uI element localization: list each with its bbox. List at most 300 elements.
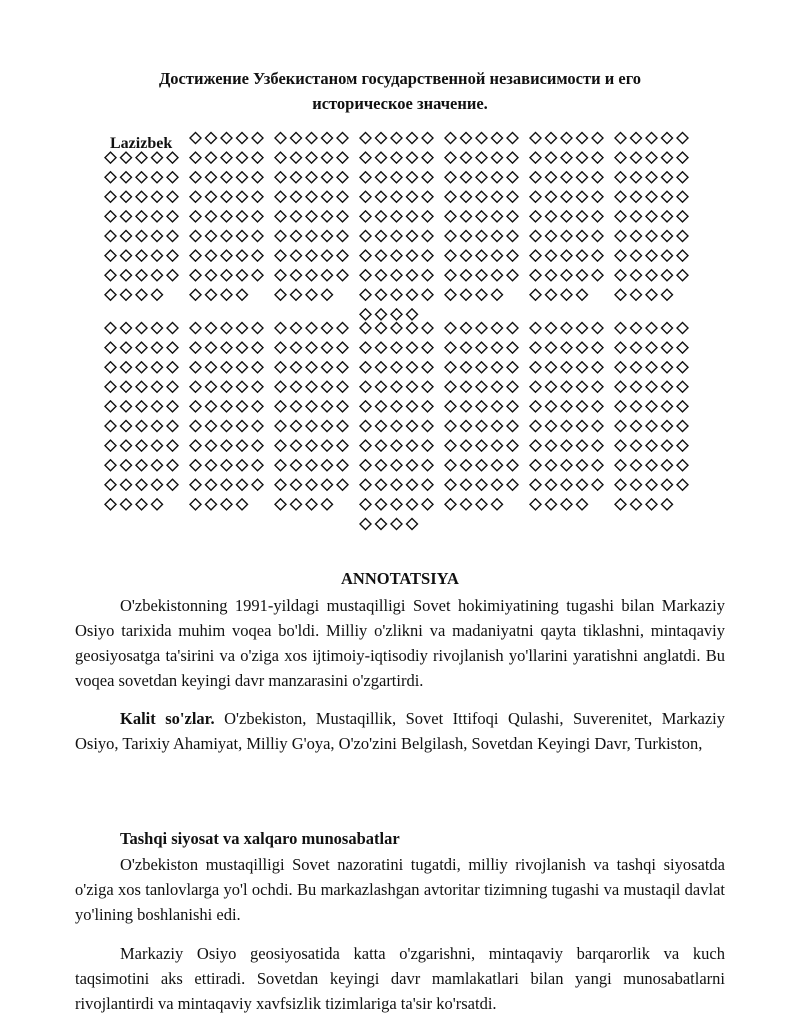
missing-glyph-icon	[190, 401, 201, 412]
missing-glyph-icon	[252, 172, 263, 183]
missing-glyph-icon	[167, 172, 178, 183]
missing-glyph-icon	[167, 231, 178, 242]
missing-glyph-icon	[190, 270, 201, 281]
missing-glyph-icon	[291, 191, 302, 202]
missing-glyph-icon	[492, 133, 503, 144]
missing-glyph-icon	[476, 342, 487, 353]
missing-glyph-icon	[306, 342, 317, 353]
missing-glyph-icon	[561, 323, 572, 334]
missing-glyph-icon	[391, 270, 402, 281]
missing-glyph-icon	[577, 270, 588, 281]
missing-glyph-icon	[275, 231, 286, 242]
missing-glyph-icon	[476, 191, 487, 202]
missing-glyph-icon	[677, 250, 688, 261]
missing-glyph-icon	[322, 211, 333, 222]
missing-glyph-icon	[662, 323, 673, 334]
missing-glyph-icon	[662, 191, 673, 202]
missing-glyph-icon	[121, 499, 132, 510]
missing-glyph-icon	[337, 362, 348, 373]
missing-glyph-icon	[376, 421, 387, 432]
missing-glyph-icon	[337, 152, 348, 163]
missing-glyph-icon	[492, 421, 503, 432]
missing-glyph-icon	[291, 342, 302, 353]
missing-glyph-icon	[252, 440, 263, 451]
missing-glyph-icon	[152, 460, 163, 471]
missing-glyph-icon	[360, 323, 371, 334]
missing-glyph-icon	[291, 479, 302, 490]
missing-glyph-icon	[152, 231, 163, 242]
missing-glyph-icon	[291, 250, 302, 261]
missing-glyph-icon	[577, 362, 588, 373]
missing-glyph-icon	[422, 289, 433, 300]
missing-glyph-icon	[237, 270, 248, 281]
missing-glyph-icon	[322, 172, 333, 183]
missing-glyph-icon	[530, 231, 541, 242]
missing-glyph-icon	[615, 342, 626, 353]
missing-glyph-icon	[391, 479, 402, 490]
missing-glyph-icon	[360, 133, 371, 144]
missing-glyph-icon	[615, 270, 626, 281]
missing-glyph-icon	[136, 479, 147, 490]
missing-glyph-icon	[337, 172, 348, 183]
missing-glyph-icon	[546, 152, 557, 163]
missing-glyph-icon	[577, 191, 588, 202]
missing-glyph-icon	[407, 231, 418, 242]
missing-glyph-icon	[546, 270, 557, 281]
missing-glyph-icon	[306, 250, 317, 261]
missing-glyph-icon	[291, 421, 302, 432]
missing-glyph-icon	[492, 362, 503, 373]
missing-glyph-icon	[221, 289, 232, 300]
missing-glyph-icon	[221, 342, 232, 353]
missing-glyph-icon	[407, 191, 418, 202]
missing-glyph-icon	[121, 401, 132, 412]
missing-glyph-icon	[546, 231, 557, 242]
missing-glyph-icon	[252, 323, 263, 334]
missing-glyph-icon	[152, 270, 163, 281]
missing-glyph-icon	[190, 172, 201, 183]
missing-glyph-icon	[190, 421, 201, 432]
missing-glyph-icon	[546, 172, 557, 183]
missing-glyph-icon	[461, 289, 472, 300]
missing-glyph-icon	[577, 421, 588, 432]
missing-glyph-icon	[407, 460, 418, 471]
missing-glyph-icon	[306, 401, 317, 412]
missing-glyph-icon	[407, 211, 418, 222]
missing-glyph-icon	[631, 401, 642, 412]
missing-glyph-icon	[646, 289, 657, 300]
missing-glyph-icon	[391, 133, 402, 144]
missing-glyph-icon	[252, 381, 263, 392]
missing-glyph-icon	[306, 270, 317, 281]
section-paragraph-1: O'zbekiston mustaqilligi Sovet nazoratini tugatdi, milliy rivojlanish va tashqi siyosatda o'ziga xos tanlovlarga yo'l ochdi. Bu markazlashgan avtoritar tizimning tugashi va mustaqil davlat yo'lining boshlanishi edi.	[75, 855, 725, 924]
missing-glyph-icon	[360, 362, 371, 373]
missing-glyph-icon	[530, 172, 541, 183]
missing-glyph-icon	[337, 231, 348, 242]
missing-glyph-icon	[530, 499, 541, 510]
missing-glyph-icon	[221, 152, 232, 163]
missing-glyph-icon	[221, 421, 232, 432]
missing-glyph-icon	[152, 401, 163, 412]
missing-glyph-icon	[577, 211, 588, 222]
missing-glyph-icon	[322, 270, 333, 281]
missing-glyph-icon	[252, 421, 263, 432]
missing-glyph-icon	[476, 323, 487, 334]
missing-glyph-icon	[445, 421, 456, 432]
missing-glyph-icon	[105, 191, 116, 202]
missing-glyph-icon	[237, 499, 248, 510]
missing-glyph-icon	[407, 342, 418, 353]
missing-glyph-icon	[646, 270, 657, 281]
missing-glyph-icon	[105, 270, 116, 281]
missing-glyph-icon	[461, 191, 472, 202]
missing-glyph-icon	[291, 381, 302, 392]
missing-glyph-icon	[631, 460, 642, 471]
missing-glyph-icon	[492, 440, 503, 451]
missing-glyph-icon	[121, 191, 132, 202]
missing-glyph-icon	[577, 231, 588, 242]
missing-glyph-icon	[445, 133, 456, 144]
missing-glyph-icon	[561, 250, 572, 261]
missing-glyph-icon	[360, 499, 371, 510]
missing-glyph-icon	[407, 381, 418, 392]
missing-glyph-icon	[190, 250, 201, 261]
missing-glyph-icon	[407, 519, 418, 530]
missing-glyph-icon	[391, 499, 402, 510]
missing-glyph-icon	[237, 342, 248, 353]
missing-glyph-icon	[646, 401, 657, 412]
missing-glyph-icon	[121, 152, 132, 163]
missing-glyph-icon	[561, 421, 572, 432]
missing-glyph-icon	[592, 342, 603, 353]
missing-glyph-icon	[337, 191, 348, 202]
missing-glyph-icon	[592, 460, 603, 471]
missing-glyph-icon	[221, 270, 232, 281]
missing-glyph-icon	[291, 460, 302, 471]
title-line-2: историческое значение.	[312, 94, 488, 113]
missing-glyph-icon	[530, 270, 541, 281]
missing-glyph-icon	[221, 250, 232, 261]
missing-glyph-icon	[306, 172, 317, 183]
missing-glyph-icon	[507, 381, 518, 392]
missing-glyph-icon	[376, 440, 387, 451]
missing-glyph-icon	[306, 231, 317, 242]
missing-glyph-icon	[337, 401, 348, 412]
missing-glyph-icon	[422, 172, 433, 183]
missing-glyph-icon	[662, 133, 673, 144]
missing-glyph-icon	[105, 440, 116, 451]
missing-glyph-icon	[391, 519, 402, 530]
missing-glyph-icon	[190, 479, 201, 490]
missing-glyph-icon	[275, 191, 286, 202]
missing-glyph-icon	[376, 211, 387, 222]
missing-glyph-icon	[476, 381, 487, 392]
missing-glyph-icon	[136, 381, 147, 392]
missing-glyph-icon	[662, 460, 673, 471]
missing-glyph-icon	[407, 362, 418, 373]
missing-glyph-icon	[360, 211, 371, 222]
missing-glyph-icon	[577, 289, 588, 300]
missing-glyph-icon	[662, 342, 673, 353]
missing-glyph-icon	[252, 152, 263, 163]
missing-glyph-icon	[592, 250, 603, 261]
missing-glyph-icon	[237, 133, 248, 144]
missing-glyph-icon	[507, 133, 518, 144]
missing-glyph-icon	[167, 250, 178, 261]
missing-glyph-icon	[337, 460, 348, 471]
missing-glyph-icon	[631, 342, 642, 353]
missing-glyph-icon	[677, 401, 688, 412]
missing-glyph-icon	[677, 231, 688, 242]
missing-glyph-icon	[206, 211, 217, 222]
missing-glyph-icon	[391, 440, 402, 451]
missing-glyph-icon	[631, 172, 642, 183]
missing-glyph-icon	[445, 342, 456, 353]
missing-glyph-icon	[237, 460, 248, 471]
missing-glyph-icon	[615, 133, 626, 144]
missing-glyph-icon	[152, 323, 163, 334]
missing-glyph-icon	[167, 401, 178, 412]
missing-glyph-icon	[662, 440, 673, 451]
missing-glyph-icon	[461, 401, 472, 412]
missing-glyph-icon	[252, 211, 263, 222]
missing-glyph-icon	[152, 342, 163, 353]
missing-glyph-icon	[121, 211, 132, 222]
missing-glyph-icon	[422, 479, 433, 490]
missing-glyph-icon	[445, 270, 456, 281]
missing-glyph-icon	[391, 289, 402, 300]
keywords-paragraph	[75, 706, 725, 756]
missing-glyph-icon	[190, 191, 201, 202]
missing-glyph-icon	[445, 381, 456, 392]
missing-glyph-icon	[252, 362, 263, 373]
missing-glyph-icon	[105, 460, 116, 471]
missing-glyph-icon	[121, 362, 132, 373]
missing-glyph-icon	[391, 250, 402, 261]
missing-glyph-icon	[206, 231, 217, 242]
missing-glyph-icon	[190, 152, 201, 163]
missing-glyph-icon	[577, 172, 588, 183]
missing-glyph-icon	[677, 460, 688, 471]
missing-glyph-icon	[291, 270, 302, 281]
missing-glyph-icon	[476, 362, 487, 373]
missing-glyph-icon	[322, 460, 333, 471]
missing-glyph-icon	[407, 499, 418, 510]
missing-glyph-icon	[577, 152, 588, 163]
missing-glyph-icon	[275, 133, 286, 144]
missing-glyph-icon	[167, 381, 178, 392]
missing-glyph-icon	[561, 362, 572, 373]
missing-glyph-icon	[422, 152, 433, 163]
missing-glyph-icon	[492, 191, 503, 202]
missing-glyph-icon	[190, 289, 201, 300]
missing-glyph-icon	[476, 172, 487, 183]
missing-glyph-icon	[252, 401, 263, 412]
missing-glyph-icon	[275, 499, 286, 510]
missing-glyph-icon	[561, 211, 572, 222]
missing-glyph-icon	[646, 479, 657, 490]
missing-glyph-icon	[121, 250, 132, 261]
missing-glyph-icon	[322, 191, 333, 202]
missing-glyph-icon	[646, 133, 657, 144]
missing-glyph-icon	[546, 401, 557, 412]
missing-glyph-icon	[190, 133, 201, 144]
missing-glyph-icon	[152, 250, 163, 261]
missing-glyph-icon	[136, 342, 147, 353]
missing-glyph-icon	[121, 289, 132, 300]
missing-glyph-icon	[407, 152, 418, 163]
missing-glyph-icon	[221, 323, 232, 334]
missing-glyph-icon	[646, 421, 657, 432]
missing-glyph-icon	[530, 440, 541, 451]
missing-glyph-icon	[646, 231, 657, 242]
missing-glyph-icon	[461, 421, 472, 432]
missing-glyph-icon	[476, 270, 487, 281]
missing-glyph-icon	[376, 133, 387, 144]
missing-glyph-icon	[677, 342, 688, 353]
missing-glyph-icon	[561, 231, 572, 242]
missing-glyph-icon	[105, 323, 116, 334]
missing-glyph-icon	[275, 401, 286, 412]
missing-glyph-icon	[592, 323, 603, 334]
missing-glyph-icon	[631, 152, 642, 163]
missing-glyph-icon	[631, 289, 642, 300]
missing-glyph-icon	[646, 440, 657, 451]
missing-glyph-icon	[322, 250, 333, 261]
missing-glyph-icon	[530, 401, 541, 412]
missing-glyph-icon	[391, 211, 402, 222]
missing-glyph-icon	[206, 172, 217, 183]
missing-glyph-icon	[360, 289, 371, 300]
missing-glyph-icon	[252, 479, 263, 490]
missing-glyph-icon	[337, 323, 348, 334]
missing-glyph-icon	[561, 191, 572, 202]
missing-glyph-icon	[306, 362, 317, 373]
missing-glyph-icon	[391, 460, 402, 471]
missing-glyph-icon	[631, 499, 642, 510]
missing-glyph-icon	[407, 401, 418, 412]
missing-glyph-icon	[407, 250, 418, 261]
missing-glyph-icon	[677, 270, 688, 281]
missing-glyph-icon	[646, 342, 657, 353]
missing-glyph-icon	[306, 133, 317, 144]
missing-glyph-icon	[561, 381, 572, 392]
missing-glyph-icon	[530, 289, 541, 300]
missing-glyph-icon	[476, 289, 487, 300]
missing-glyph-icon	[376, 191, 387, 202]
missing-glyph-icon	[546, 191, 557, 202]
missing-glyph-icon	[422, 499, 433, 510]
missing-glyph-icon	[306, 152, 317, 163]
missing-glyph-icon	[221, 479, 232, 490]
missing-glyph-icon	[152, 479, 163, 490]
missing-glyph-icon	[662, 401, 673, 412]
missing-glyph-icon	[631, 231, 642, 242]
missing-glyph-icon	[275, 421, 286, 432]
missing-glyph-icon	[306, 440, 317, 451]
missing-glyph-icon	[577, 401, 588, 412]
missing-glyph-icon	[592, 401, 603, 412]
missing-glyph-icon	[291, 362, 302, 373]
missing-glyph-icon	[360, 231, 371, 242]
missing-glyph-icon	[546, 133, 557, 144]
missing-glyph-icon	[136, 250, 147, 261]
missing-glyph-icon	[206, 270, 217, 281]
missing-glyph-icon	[252, 342, 263, 353]
missing-glyph-icon	[530, 152, 541, 163]
missing-glyph-icon	[136, 172, 147, 183]
missing-glyph-icon	[322, 231, 333, 242]
missing-glyph-icon	[322, 401, 333, 412]
missing-glyph-icon	[136, 289, 147, 300]
missing-glyph-icon	[291, 323, 302, 334]
missing-glyph-icon	[546, 381, 557, 392]
missing-glyph-icon	[476, 250, 487, 261]
missing-glyph-icon	[322, 440, 333, 451]
missing-glyph-icon	[662, 362, 673, 373]
missing-glyph-icon	[577, 342, 588, 353]
missing-glyph-icon	[360, 270, 371, 281]
missing-glyph-icon	[592, 211, 603, 222]
missing-glyph-icon	[561, 172, 572, 183]
missing-glyph-icon	[391, 342, 402, 353]
missing-glyph-icon	[461, 440, 472, 451]
missing-glyph-icon	[376, 323, 387, 334]
missing-glyph-icon	[136, 323, 147, 334]
missing-glyph-icon	[360, 191, 371, 202]
missing-glyph-icon	[615, 362, 626, 373]
missing-glyph-icon	[221, 231, 232, 242]
missing-glyph-icon	[391, 231, 402, 242]
missing-glyph-icon	[615, 211, 626, 222]
missing-glyph-icon	[337, 381, 348, 392]
missing-glyph-icon	[322, 152, 333, 163]
missing-glyph-icon	[646, 323, 657, 334]
missing-glyph-icon	[376, 362, 387, 373]
missing-glyph-icon	[530, 479, 541, 490]
missing-glyph-icon	[360, 342, 371, 353]
missing-glyph-icon	[646, 362, 657, 373]
missing-glyph-icon	[136, 362, 147, 373]
missing-glyph-icon	[206, 479, 217, 490]
missing-glyph-icon	[461, 479, 472, 490]
missing-glyph-icon	[322, 133, 333, 144]
missing-glyph-icon	[677, 211, 688, 222]
missing-glyph-icon	[507, 211, 518, 222]
missing-glyph-icon	[646, 191, 657, 202]
missing-glyph-icon	[407, 421, 418, 432]
missing-glyph-icon	[306, 421, 317, 432]
missing-glyph-icon	[662, 499, 673, 510]
missing-glyph-icon	[360, 152, 371, 163]
missing-glyph-icon	[662, 250, 673, 261]
missing-glyph-icon	[646, 211, 657, 222]
missing-glyph-icon	[677, 191, 688, 202]
missing-glyph-icon	[561, 401, 572, 412]
missing-glyph-icon	[507, 460, 518, 471]
missing-glyph-icon	[105, 152, 116, 163]
missing-glyph-icon	[662, 152, 673, 163]
missing-glyph-icon	[422, 381, 433, 392]
missing-glyph-icon	[152, 191, 163, 202]
missing-glyph-icon	[275, 211, 286, 222]
missing-glyph-icon	[167, 460, 178, 471]
section-heading: Tashqi siyosat va xalqaro munosabatlar	[120, 829, 400, 848]
missing-glyph-icon	[577, 440, 588, 451]
missing-glyph-icon	[615, 191, 626, 202]
missing-glyph-icon	[546, 323, 557, 334]
missing-glyph-icon	[492, 381, 503, 392]
